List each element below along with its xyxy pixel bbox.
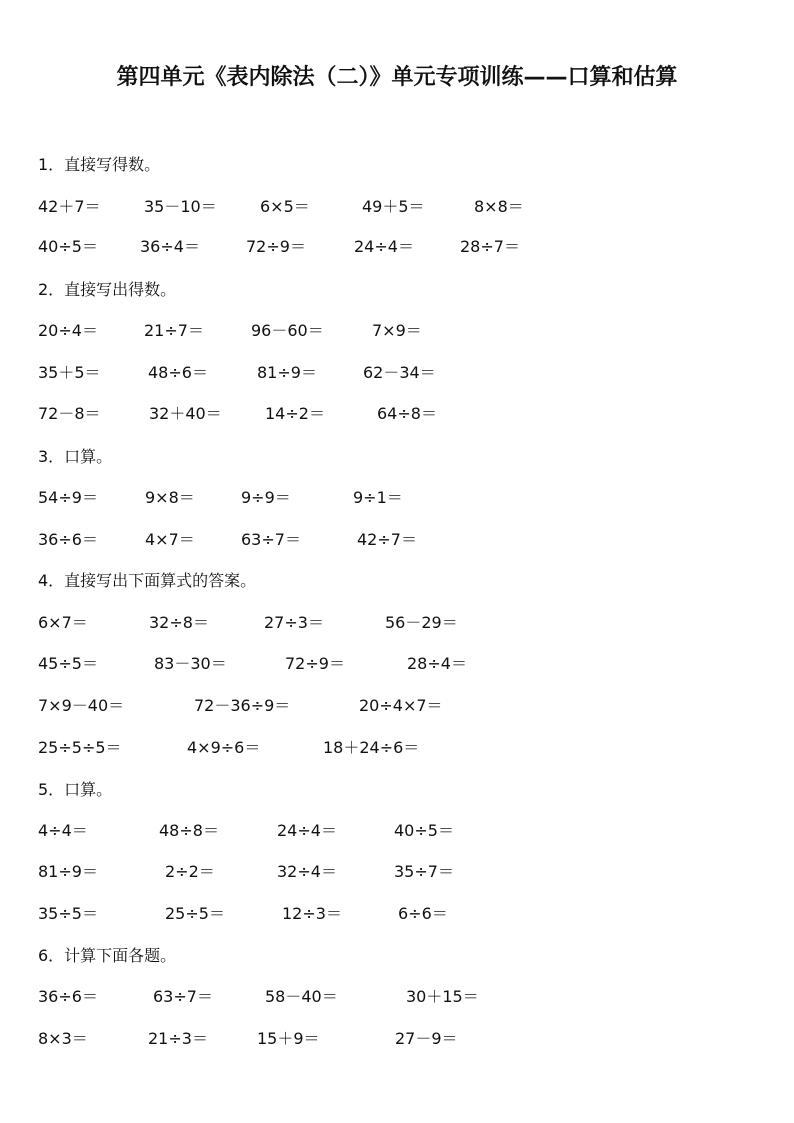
math-problem: 32÷4＝ <box>277 862 337 881</box>
math-problem: 28÷7＝ <box>460 237 520 256</box>
math-problem: 4×7＝ <box>145 530 195 549</box>
math-problem: 64÷8＝ <box>377 404 437 423</box>
math-problem: 36÷6＝ <box>38 987 98 1006</box>
section-heading: 4．直接写出下面算式的答案。 <box>38 571 257 590</box>
section-heading: 1．直接写得数。 <box>38 155 161 174</box>
math-problem: 7×9－40＝ <box>38 696 125 715</box>
math-problem: 9×8＝ <box>145 488 195 507</box>
math-problem: 27÷3＝ <box>264 613 324 632</box>
math-problem: 35÷5＝ <box>38 904 98 923</box>
math-problem: 32＋40＝ <box>149 404 222 423</box>
math-problem: 2÷2＝ <box>165 862 215 881</box>
math-problem: 48÷6＝ <box>148 363 208 382</box>
math-problem: 7×9＝ <box>372 321 422 340</box>
math-problem: 8×8＝ <box>474 197 524 216</box>
section-heading: 2．直接写出得数。 <box>38 280 177 299</box>
math-problem: 18＋24÷6＝ <box>323 738 420 757</box>
math-problem: 30＋15＝ <box>406 987 479 1006</box>
math-problem: 6×7＝ <box>38 613 88 632</box>
math-problem: 9÷1＝ <box>353 488 403 507</box>
math-problem: 32÷8＝ <box>149 613 209 632</box>
math-problem: 6×5＝ <box>260 197 310 216</box>
math-problem: 40÷5＝ <box>38 237 98 256</box>
math-problem: 35÷7＝ <box>394 862 454 881</box>
math-problem: 21÷3＝ <box>148 1029 208 1048</box>
math-problem: 28÷4＝ <box>407 654 467 673</box>
math-problem: 6÷6＝ <box>398 904 448 923</box>
math-problem: 42＋7＝ <box>38 197 101 216</box>
math-problem: 12÷3＝ <box>282 904 342 923</box>
math-problem: 81÷9＝ <box>257 363 317 382</box>
math-problem: 9÷9＝ <box>241 488 291 507</box>
math-problem: 63÷7＝ <box>241 530 301 549</box>
math-problem: 56－29＝ <box>385 613 458 632</box>
math-problem: 72÷9＝ <box>285 654 345 673</box>
math-problem: 81÷9＝ <box>38 862 98 881</box>
math-problem: 63÷7＝ <box>153 987 213 1006</box>
math-problem: 27－9＝ <box>395 1029 458 1048</box>
math-problem: 40÷5＝ <box>394 821 454 840</box>
math-problem: 4×9÷6＝ <box>187 738 261 757</box>
math-problem: 72－8＝ <box>38 404 101 423</box>
math-problem: 35＋5＝ <box>38 363 101 382</box>
math-problem: 49＋5＝ <box>362 197 425 216</box>
math-problem: 20÷4×7＝ <box>359 696 443 715</box>
math-problem: 35－10＝ <box>144 197 217 216</box>
page-title: 第四单元《表内除法（二）》单元专项训练——口算和估算 <box>116 65 678 90</box>
math-problem: 36÷6＝ <box>38 530 98 549</box>
section-heading: 6．计算下面各题。 <box>38 946 177 965</box>
math-problem: 96－60＝ <box>251 321 324 340</box>
math-problem: 25÷5＝ <box>165 904 225 923</box>
math-problem: 48÷8＝ <box>159 821 219 840</box>
math-problem: 4÷4＝ <box>38 821 88 840</box>
math-problem: 45÷5＝ <box>38 654 98 673</box>
math-problem: 72÷9＝ <box>246 237 306 256</box>
math-problem: 24÷4＝ <box>277 821 337 840</box>
math-problem: 58－40＝ <box>265 987 338 1006</box>
math-problem: 24÷4＝ <box>354 237 414 256</box>
math-problem: 21÷7＝ <box>144 321 204 340</box>
section-heading: 5．口算。 <box>38 780 113 799</box>
math-problem: 62－34＝ <box>363 363 436 382</box>
section-heading: 3．口算。 <box>38 447 113 466</box>
math-problem: 8×3＝ <box>38 1029 88 1048</box>
math-problem: 72－36÷9＝ <box>194 696 291 715</box>
math-problem: 20÷4＝ <box>38 321 98 340</box>
math-problem: 42÷7＝ <box>357 530 417 549</box>
math-problem: 25÷5÷5＝ <box>38 738 122 757</box>
math-problem: 54÷9＝ <box>38 488 98 507</box>
math-problem: 14÷2＝ <box>265 404 325 423</box>
math-problem: 36÷4＝ <box>140 237 200 256</box>
math-problem: 15＋9＝ <box>257 1029 320 1048</box>
math-problem: 83－30＝ <box>154 654 227 673</box>
